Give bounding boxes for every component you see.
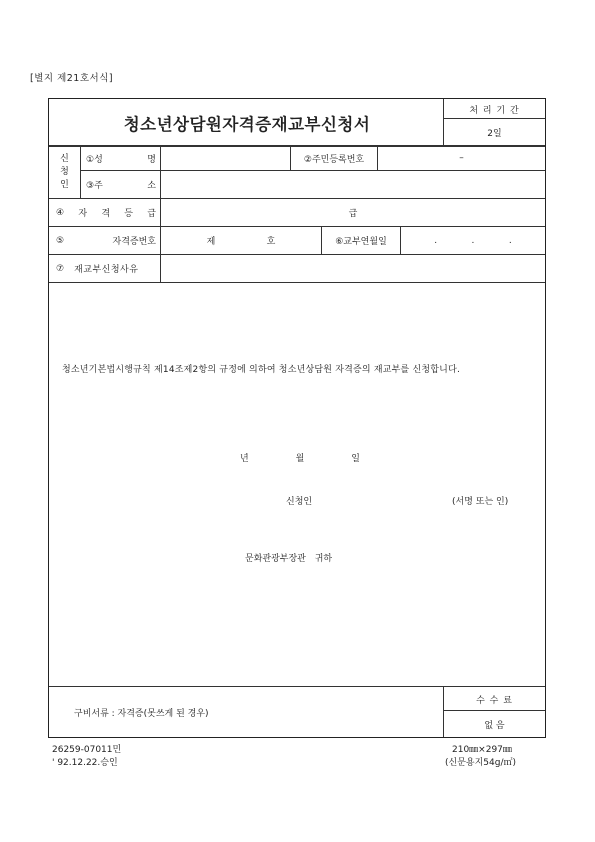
certificate-number-label: ⑤ 자격증번호 (56, 235, 156, 247)
reason-label: ⑦ 재교부신청사유 (56, 263, 139, 275)
paper-type: (신문용지54g/㎡) (445, 758, 516, 768)
qualification-label: ④ 자 격 등 급 (56, 207, 156, 219)
name-label: ①성 명 (86, 154, 156, 165)
signature-hint: (서명 또는 인) (452, 497, 509, 507)
paper-size: 210㎜×297㎜ (452, 745, 512, 755)
processing-period-value: 2일 (487, 129, 502, 139)
applicant-group-label: 신 청 인 (60, 153, 69, 190)
address-field[interactable] (161, 171, 545, 198)
rrn-field[interactable]: – (459, 153, 464, 163)
form-title: 청소년상담원자격증재교부신청서 (123, 115, 371, 134)
issue-date-label: ⑥교부연월일 (335, 237, 387, 247)
issue-date-field[interactable]: . . . (434, 235, 512, 246)
application-statement: 청소년기본법시행규칙 제14조제2항의 규정에 의하여 청소년상담원 자격증의 재교부를 신청합니다. (62, 365, 461, 375)
rrn-label: ②주민등록번호 (303, 154, 365, 165)
signature-field[interactable] (330, 488, 440, 508)
required-documents: 구비서류 : 자격증(못쓰게 된 경우) (74, 709, 209, 719)
reason-field[interactable] (161, 255, 545, 282)
form-number-label: [별지 제21호서식] (30, 73, 114, 84)
address-label: ③주 소 (86, 181, 156, 191)
form-code: 26259-07011민 (52, 745, 122, 755)
application-date: 년 월 일 (240, 454, 360, 464)
fee-value: 없 음 (484, 720, 505, 731)
processing-period-label: 처 리 기 간 (469, 105, 520, 116)
certificate-number-field[interactable]: 제 호 (206, 237, 276, 247)
addressee: 문화관광부장관 귀하 (245, 554, 333, 564)
fee-label: 수 수 료 (476, 695, 513, 706)
signer-label: 신청인 (286, 497, 313, 507)
approval-date: ' 92.12.22.승인 (52, 758, 118, 768)
name-field[interactable] (161, 146, 290, 170)
qualification-field[interactable]: 급 (348, 209, 358, 219)
